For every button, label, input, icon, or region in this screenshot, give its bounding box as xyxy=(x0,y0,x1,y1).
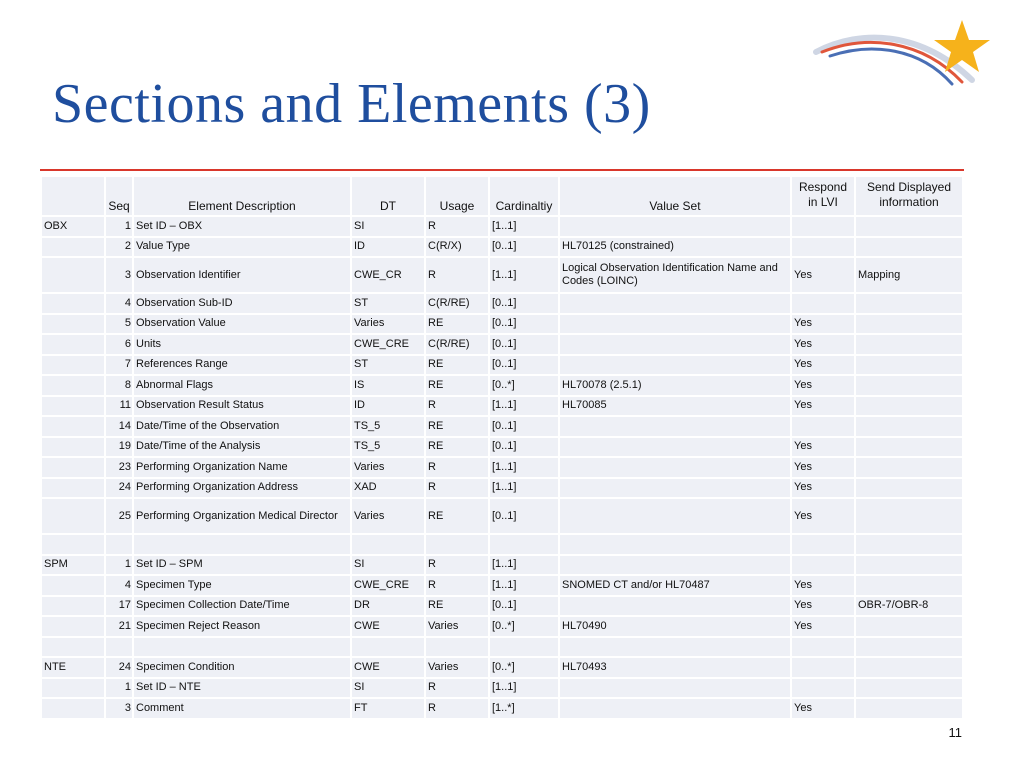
table-row xyxy=(42,217,962,236)
cell-segment: NTE xyxy=(42,658,104,677)
cell-usage xyxy=(426,535,488,554)
cell-element-description: Observation Identifier xyxy=(134,258,350,292)
table-row xyxy=(42,335,962,354)
header-element-description: Element Description xyxy=(134,177,350,215)
table-row xyxy=(42,499,962,533)
cell-respond-in-lvi xyxy=(792,217,854,236)
cell-dt xyxy=(352,535,424,554)
cell-dt: FT xyxy=(352,699,424,718)
cell-cardinality: [0..*] xyxy=(490,658,558,677)
cell-usage: Varies xyxy=(426,617,488,636)
cell-dt: SI xyxy=(352,679,424,698)
cell-seq: 14 xyxy=(106,417,132,436)
header-value-set: Value Set xyxy=(560,177,790,215)
cell-usage: R xyxy=(426,258,488,292)
cell-usage: RE xyxy=(426,597,488,616)
table-row xyxy=(42,699,962,718)
cell-element-description: Set ID – SPM xyxy=(134,556,350,575)
cell-dt: ST xyxy=(352,294,424,313)
cell-dt: SI xyxy=(352,556,424,575)
cell-element-description: Specimen Reject Reason xyxy=(134,617,350,636)
cell-value-set: HL70078 (2.5.1) xyxy=(560,376,790,395)
header-cardinality: Cardinaltiy xyxy=(490,177,558,215)
cell-cardinality: [0..1] xyxy=(490,356,558,375)
table-row xyxy=(42,356,962,375)
cell-segment xyxy=(42,458,104,477)
table-row xyxy=(42,315,962,334)
table-row xyxy=(42,597,962,616)
cell-seq: 8 xyxy=(106,376,132,395)
table-row xyxy=(42,258,962,292)
table-row xyxy=(42,638,962,657)
cell-element-description: Observation Result Status xyxy=(134,397,350,416)
cell-value-set xyxy=(560,499,790,533)
cell-respond-in-lvi xyxy=(792,417,854,436)
cell-dt: ST xyxy=(352,356,424,375)
cell-seq: 2 xyxy=(106,238,132,257)
cell-usage: C(R/RE) xyxy=(426,294,488,313)
cell-dt: CWE_CRE xyxy=(352,576,424,595)
cell-value-set xyxy=(560,638,790,657)
cell-value-set: HL70085 xyxy=(560,397,790,416)
cell-usage: RE xyxy=(426,315,488,334)
cell-segment xyxy=(42,499,104,533)
cell-element-description: Observation Value xyxy=(134,315,350,334)
cell-seq: 5 xyxy=(106,315,132,334)
cell-cardinality: [0..1] xyxy=(490,499,558,533)
cell-usage: RE xyxy=(426,376,488,395)
cell-element-description: Date/Time of the Observation xyxy=(134,417,350,436)
cell-element-description: Specimen Type xyxy=(134,576,350,595)
cell-usage: R xyxy=(426,458,488,477)
table-row xyxy=(42,376,962,395)
cell-usage: RE xyxy=(426,417,488,436)
cell-seq: 1 xyxy=(106,217,132,236)
header-respond-in-lvi: Respond in LVI xyxy=(792,177,854,215)
cell-send-displayed-information xyxy=(856,238,962,257)
cell-send-displayed-information xyxy=(856,417,962,436)
cell-respond-in-lvi: Yes xyxy=(792,499,854,533)
cell-element-description: Date/Time of the Analysis xyxy=(134,438,350,457)
star-swoosh-logo xyxy=(812,18,992,96)
cell-cardinality: [1..1] xyxy=(490,458,558,477)
table-row xyxy=(42,535,962,554)
cell-respond-in-lvi xyxy=(792,556,854,575)
cell-respond-in-lvi: Yes xyxy=(792,576,854,595)
table-row xyxy=(42,458,962,477)
cell-respond-in-lvi xyxy=(792,535,854,554)
header-seq: Seq xyxy=(106,177,132,215)
table-row xyxy=(42,617,962,636)
cell-respond-in-lvi xyxy=(792,638,854,657)
header-dt: DT xyxy=(352,177,424,215)
cell-dt: TS_5 xyxy=(352,438,424,457)
cell-value-set: HL70125 (constrained) xyxy=(560,238,790,257)
cell-segment xyxy=(42,376,104,395)
cell-send-displayed-information xyxy=(856,397,962,416)
cell-send-displayed-information: OBR-7/OBR-8 xyxy=(856,597,962,616)
cell-respond-in-lvi: Yes xyxy=(792,479,854,498)
cell-segment: OBX xyxy=(42,217,104,236)
cell-element-description: Comment xyxy=(134,699,350,718)
cell-send-displayed-information xyxy=(856,356,962,375)
cell-element-description: Specimen Condition xyxy=(134,658,350,677)
cell-respond-in-lvi xyxy=(792,238,854,257)
table-row xyxy=(42,479,962,498)
page-number: 11 xyxy=(948,725,962,740)
cell-segment xyxy=(42,438,104,457)
cell-segment xyxy=(42,397,104,416)
cell-dt: ID xyxy=(352,238,424,257)
cell-seq: 4 xyxy=(106,294,132,313)
cell-value-set xyxy=(560,556,790,575)
cell-element-description: Value Type xyxy=(134,238,350,257)
cell-send-displayed-information xyxy=(856,479,962,498)
cell-value-set: Logical Observation Identification Name and Codes (LOINC) xyxy=(560,258,790,292)
cell-dt: SI xyxy=(352,217,424,236)
cell-cardinality: [0..1] xyxy=(490,335,558,354)
cell-cardinality: [1..1] xyxy=(490,217,558,236)
cell-seq: 25 xyxy=(106,499,132,533)
cell-segment xyxy=(42,699,104,718)
cell-seq: 6 xyxy=(106,335,132,354)
cell-respond-in-lvi: Yes xyxy=(792,315,854,334)
cell-usage: RE xyxy=(426,438,488,457)
cell-cardinality: [0..1] xyxy=(490,238,558,257)
cell-seq: 1 xyxy=(106,679,132,698)
cell-respond-in-lvi xyxy=(792,294,854,313)
cell-cardinality: [0..1] xyxy=(490,438,558,457)
cell-usage: RE xyxy=(426,499,488,533)
cell-cardinality: [1..1] xyxy=(490,397,558,416)
cell-respond-in-lvi: Yes xyxy=(792,376,854,395)
cell-seq: 3 xyxy=(106,258,132,292)
cell-value-set xyxy=(560,438,790,457)
cell-segment xyxy=(42,597,104,616)
cell-send-displayed-information xyxy=(856,576,962,595)
cell-dt: Varies xyxy=(352,499,424,533)
cell-dt: CWE xyxy=(352,617,424,636)
cell-cardinality: [0..1] xyxy=(490,294,558,313)
cell-seq: 7 xyxy=(106,356,132,375)
table-row xyxy=(42,438,962,457)
cell-cardinality: [0..*] xyxy=(490,617,558,636)
cell-value-set xyxy=(560,217,790,236)
table-row xyxy=(42,294,962,313)
cell-value-set xyxy=(560,679,790,698)
cell-segment xyxy=(42,335,104,354)
cell-dt: Varies xyxy=(352,458,424,477)
cell-cardinality: [1..1] xyxy=(490,679,558,698)
cell-cardinality xyxy=(490,638,558,657)
cell-segment xyxy=(42,679,104,698)
cell-cardinality: [1..1] xyxy=(490,479,558,498)
cell-send-displayed-information xyxy=(856,535,962,554)
cell-seq: 17 xyxy=(106,597,132,616)
cell-cardinality: [1..1] xyxy=(490,258,558,292)
cell-send-displayed-information xyxy=(856,499,962,533)
cell-respond-in-lvi: Yes xyxy=(792,597,854,616)
cell-cardinality: [0..1] xyxy=(490,417,558,436)
cell-element-description: Observation Sub-ID xyxy=(134,294,350,313)
cell-send-displayed-information: Mapping xyxy=(856,258,962,292)
cell-send-displayed-information xyxy=(856,294,962,313)
table-row xyxy=(42,417,962,436)
cell-respond-in-lvi xyxy=(792,679,854,698)
cell-element-description: References Range xyxy=(134,356,350,375)
cell-element-description: Set ID – OBX xyxy=(134,217,350,236)
cell-value-set xyxy=(560,417,790,436)
cell-cardinality: [1..*] xyxy=(490,699,558,718)
cell-dt: CWE_CRE xyxy=(352,335,424,354)
cell-value-set: HL70490 xyxy=(560,617,790,636)
cell-seq xyxy=(106,535,132,554)
table-row xyxy=(42,238,962,257)
cell-element-description: Abnormal Flags xyxy=(134,376,350,395)
cell-dt xyxy=(352,638,424,657)
cell-usage: R xyxy=(426,576,488,595)
cell-segment xyxy=(42,617,104,636)
cell-value-set xyxy=(560,597,790,616)
cell-send-displayed-information xyxy=(856,217,962,236)
cell-seq: 4 xyxy=(106,576,132,595)
cell-element-description: Specimen Collection Date/Time xyxy=(134,597,350,616)
cell-usage xyxy=(426,638,488,657)
cell-element-description: Set ID – NTE xyxy=(134,679,350,698)
cell-value-set xyxy=(560,356,790,375)
cell-respond-in-lvi: Yes xyxy=(792,438,854,457)
cell-segment xyxy=(42,417,104,436)
cell-cardinality xyxy=(490,535,558,554)
cell-usage: R xyxy=(426,699,488,718)
cell-usage: C(R/X) xyxy=(426,238,488,257)
cell-element-description: Units xyxy=(134,335,350,354)
cell-cardinality: [1..1] xyxy=(490,556,558,575)
cell-usage: Varies xyxy=(426,658,488,677)
cell-cardinality: [1..1] xyxy=(490,576,558,595)
cell-usage: C(R/RE) xyxy=(426,335,488,354)
cell-send-displayed-information xyxy=(856,556,962,575)
cell-value-set xyxy=(560,294,790,313)
cell-respond-in-lvi: Yes xyxy=(792,458,854,477)
cell-element-description xyxy=(134,638,350,657)
cell-send-displayed-information xyxy=(856,335,962,354)
cell-segment xyxy=(42,238,104,257)
cell-seq: 3 xyxy=(106,699,132,718)
cell-send-displayed-information xyxy=(856,315,962,334)
cell-respond-in-lvi: Yes xyxy=(792,397,854,416)
elements-table xyxy=(42,177,964,718)
header-usage: Usage xyxy=(426,177,488,215)
cell-segment xyxy=(42,294,104,313)
table-row xyxy=(42,658,962,677)
header-segment xyxy=(42,177,104,215)
cell-usage: R xyxy=(426,556,488,575)
cell-element-description: Performing Organization Medical Director xyxy=(134,499,350,533)
cell-send-displayed-information xyxy=(856,458,962,477)
cell-segment xyxy=(42,638,104,657)
cell-segment: SPM xyxy=(42,556,104,575)
cell-segment xyxy=(42,258,104,292)
cell-seq: 1 xyxy=(106,556,132,575)
cell-cardinality: [0..1] xyxy=(490,597,558,616)
cell-send-displayed-information xyxy=(856,638,962,657)
cell-seq: 11 xyxy=(106,397,132,416)
cell-send-displayed-information xyxy=(856,679,962,698)
cell-value-set: SNOMED CT and/or HL70487 xyxy=(560,576,790,595)
cell-segment xyxy=(42,356,104,375)
cell-dt: CWE_CR xyxy=(352,258,424,292)
table-row xyxy=(42,679,962,698)
cell-value-set xyxy=(560,699,790,718)
cell-seq: 24 xyxy=(106,658,132,677)
cell-send-displayed-information xyxy=(856,658,962,677)
cell-usage: RE xyxy=(426,356,488,375)
cell-dt: Varies xyxy=(352,315,424,334)
cell-send-displayed-information xyxy=(856,376,962,395)
cell-respond-in-lvi: Yes xyxy=(792,699,854,718)
cell-dt: DR xyxy=(352,597,424,616)
cell-seq: 24 xyxy=(106,479,132,498)
cell-dt: IS xyxy=(352,376,424,395)
cell-segment xyxy=(42,479,104,498)
cell-respond-in-lvi: Yes xyxy=(792,617,854,636)
cell-usage: R xyxy=(426,217,488,236)
table-row xyxy=(42,397,962,416)
cell-usage: R xyxy=(426,397,488,416)
cell-dt: XAD xyxy=(352,479,424,498)
cell-segment xyxy=(42,315,104,334)
cell-respond-in-lvi: Yes xyxy=(792,356,854,375)
cell-usage: R xyxy=(426,679,488,698)
cell-cardinality: [0..1] xyxy=(490,315,558,334)
cell-value-set xyxy=(560,535,790,554)
table-row xyxy=(42,576,962,595)
cell-element-description xyxy=(134,535,350,554)
cell-value-set xyxy=(560,335,790,354)
cell-seq: 21 xyxy=(106,617,132,636)
cell-send-displayed-information xyxy=(856,617,962,636)
cell-dt: ID xyxy=(352,397,424,416)
cell-value-set xyxy=(560,479,790,498)
cell-element-description: Performing Organization Address xyxy=(134,479,350,498)
cell-cardinality: [0..*] xyxy=(490,376,558,395)
cell-dt: CWE xyxy=(352,658,424,677)
cell-value-set xyxy=(560,315,790,334)
cell-respond-in-lvi xyxy=(792,658,854,677)
cell-value-set xyxy=(560,458,790,477)
table-row xyxy=(42,556,962,575)
cell-value-set: HL70493 xyxy=(560,658,790,677)
cell-segment xyxy=(42,576,104,595)
cell-seq: 19 xyxy=(106,438,132,457)
cell-usage: R xyxy=(426,479,488,498)
cell-send-displayed-information xyxy=(856,699,962,718)
cell-element-description: Performing Organization Name xyxy=(134,458,350,477)
cell-dt: TS_5 xyxy=(352,417,424,436)
cell-segment xyxy=(42,535,104,554)
cell-respond-in-lvi: Yes xyxy=(792,258,854,292)
slide-title: Sections and Elements (3) xyxy=(52,73,651,135)
cell-respond-in-lvi: Yes xyxy=(792,335,854,354)
title-divider xyxy=(40,169,964,171)
cell-send-displayed-information xyxy=(856,438,962,457)
cell-seq xyxy=(106,638,132,657)
cell-seq: 23 xyxy=(106,458,132,477)
table-header-row xyxy=(42,177,962,215)
header-send-displayed-information: Send Displayed information xyxy=(856,177,962,215)
